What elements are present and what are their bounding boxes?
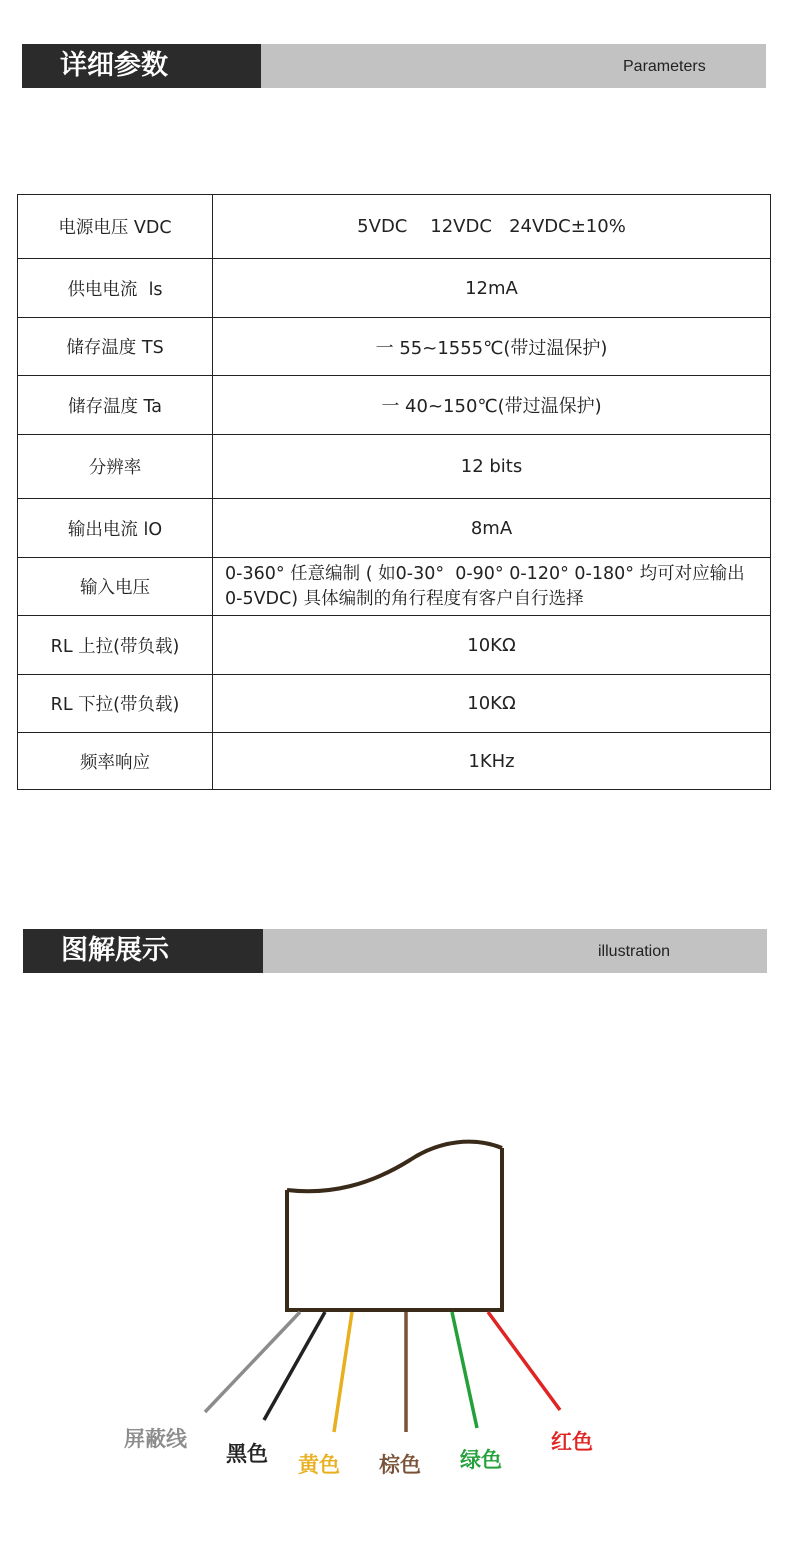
table-row: [18, 558, 771, 616]
param-value: 1KHz: [213, 733, 771, 790]
param-value: 10KΩ: [213, 675, 771, 733]
param-label: 输出电流 lO: [18, 499, 213, 558]
wire-label-brown: 棕色: [379, 1453, 421, 1477]
param-label: 频率响应: [18, 733, 213, 790]
parameters-table: [17, 194, 771, 790]
param-value: 12 bits: [213, 435, 771, 499]
param-label: 储存温度 TS: [18, 318, 213, 376]
parameters-subtitle: Parameters: [623, 58, 706, 75]
shield-wire: [205, 1312, 300, 1412]
param-label: 输入电压: [18, 558, 213, 616]
param-value: 一 40~150℃(带过温保护): [213, 376, 771, 435]
illustration-subtitle: illustration: [598, 943, 671, 960]
illustration-header: [23, 929, 767, 973]
black-wire: [264, 1312, 325, 1420]
param-value: [213, 558, 771, 616]
table-row: [18, 616, 771, 675]
parameters-header: [22, 44, 766, 88]
wire-label-yellow: 黄色: [298, 1453, 340, 1477]
yellow-wire: [334, 1312, 352, 1432]
table-row: [18, 195, 771, 259]
green-wire: [452, 1312, 477, 1428]
parameters-subtitle-bar: [261, 44, 766, 88]
param-label: RL 下拉(带负载): [18, 675, 213, 733]
param-value: 10KΩ: [213, 616, 771, 675]
param-label: 分辨率: [18, 435, 213, 499]
param-value: 一 55~1555℃(带过温保护): [213, 318, 771, 376]
table-row: [18, 499, 771, 558]
illustration-subtitle-bar: [263, 929, 767, 973]
table-row: [18, 675, 771, 733]
param-label: 电源电压 VDC: [18, 195, 213, 259]
table-row: [18, 376, 771, 435]
wire-label-green: 绿色: [460, 1448, 502, 1472]
parameters-title: 详细参数: [22, 44, 261, 88]
param-label: 供电电流 ls: [18, 259, 213, 318]
red-wire: [488, 1312, 560, 1410]
table-row: [18, 318, 771, 376]
param-label: 储存温度 Ta: [18, 376, 213, 435]
table-row: [18, 435, 771, 499]
param-value: 12mA: [213, 259, 771, 318]
illustration-title: 图解展示: [23, 929, 263, 973]
param-value-line: 0-5VDC) 具体编制的角行程度有客户自行选择: [225, 588, 584, 609]
param-value: 5VDC 12VDC 24VDC±10%: [213, 195, 771, 259]
param-value: 8mA: [213, 499, 771, 558]
param-value-line: 0-360° 任意编制 ( 如0-30° 0-90° 0-120° 0-180° 均可对应输出: [225, 563, 745, 584]
wire-label-shield: 屏蔽线: [124, 1427, 187, 1451]
table-row: [18, 733, 771, 790]
wire-label-red: 红色: [551, 1430, 593, 1454]
wire-label-black: 黑色: [226, 1442, 268, 1466]
param-label: RL 上拉(带负载): [18, 616, 213, 675]
table-row: [18, 259, 771, 318]
sensor-body-outline: [287, 1142, 502, 1310]
